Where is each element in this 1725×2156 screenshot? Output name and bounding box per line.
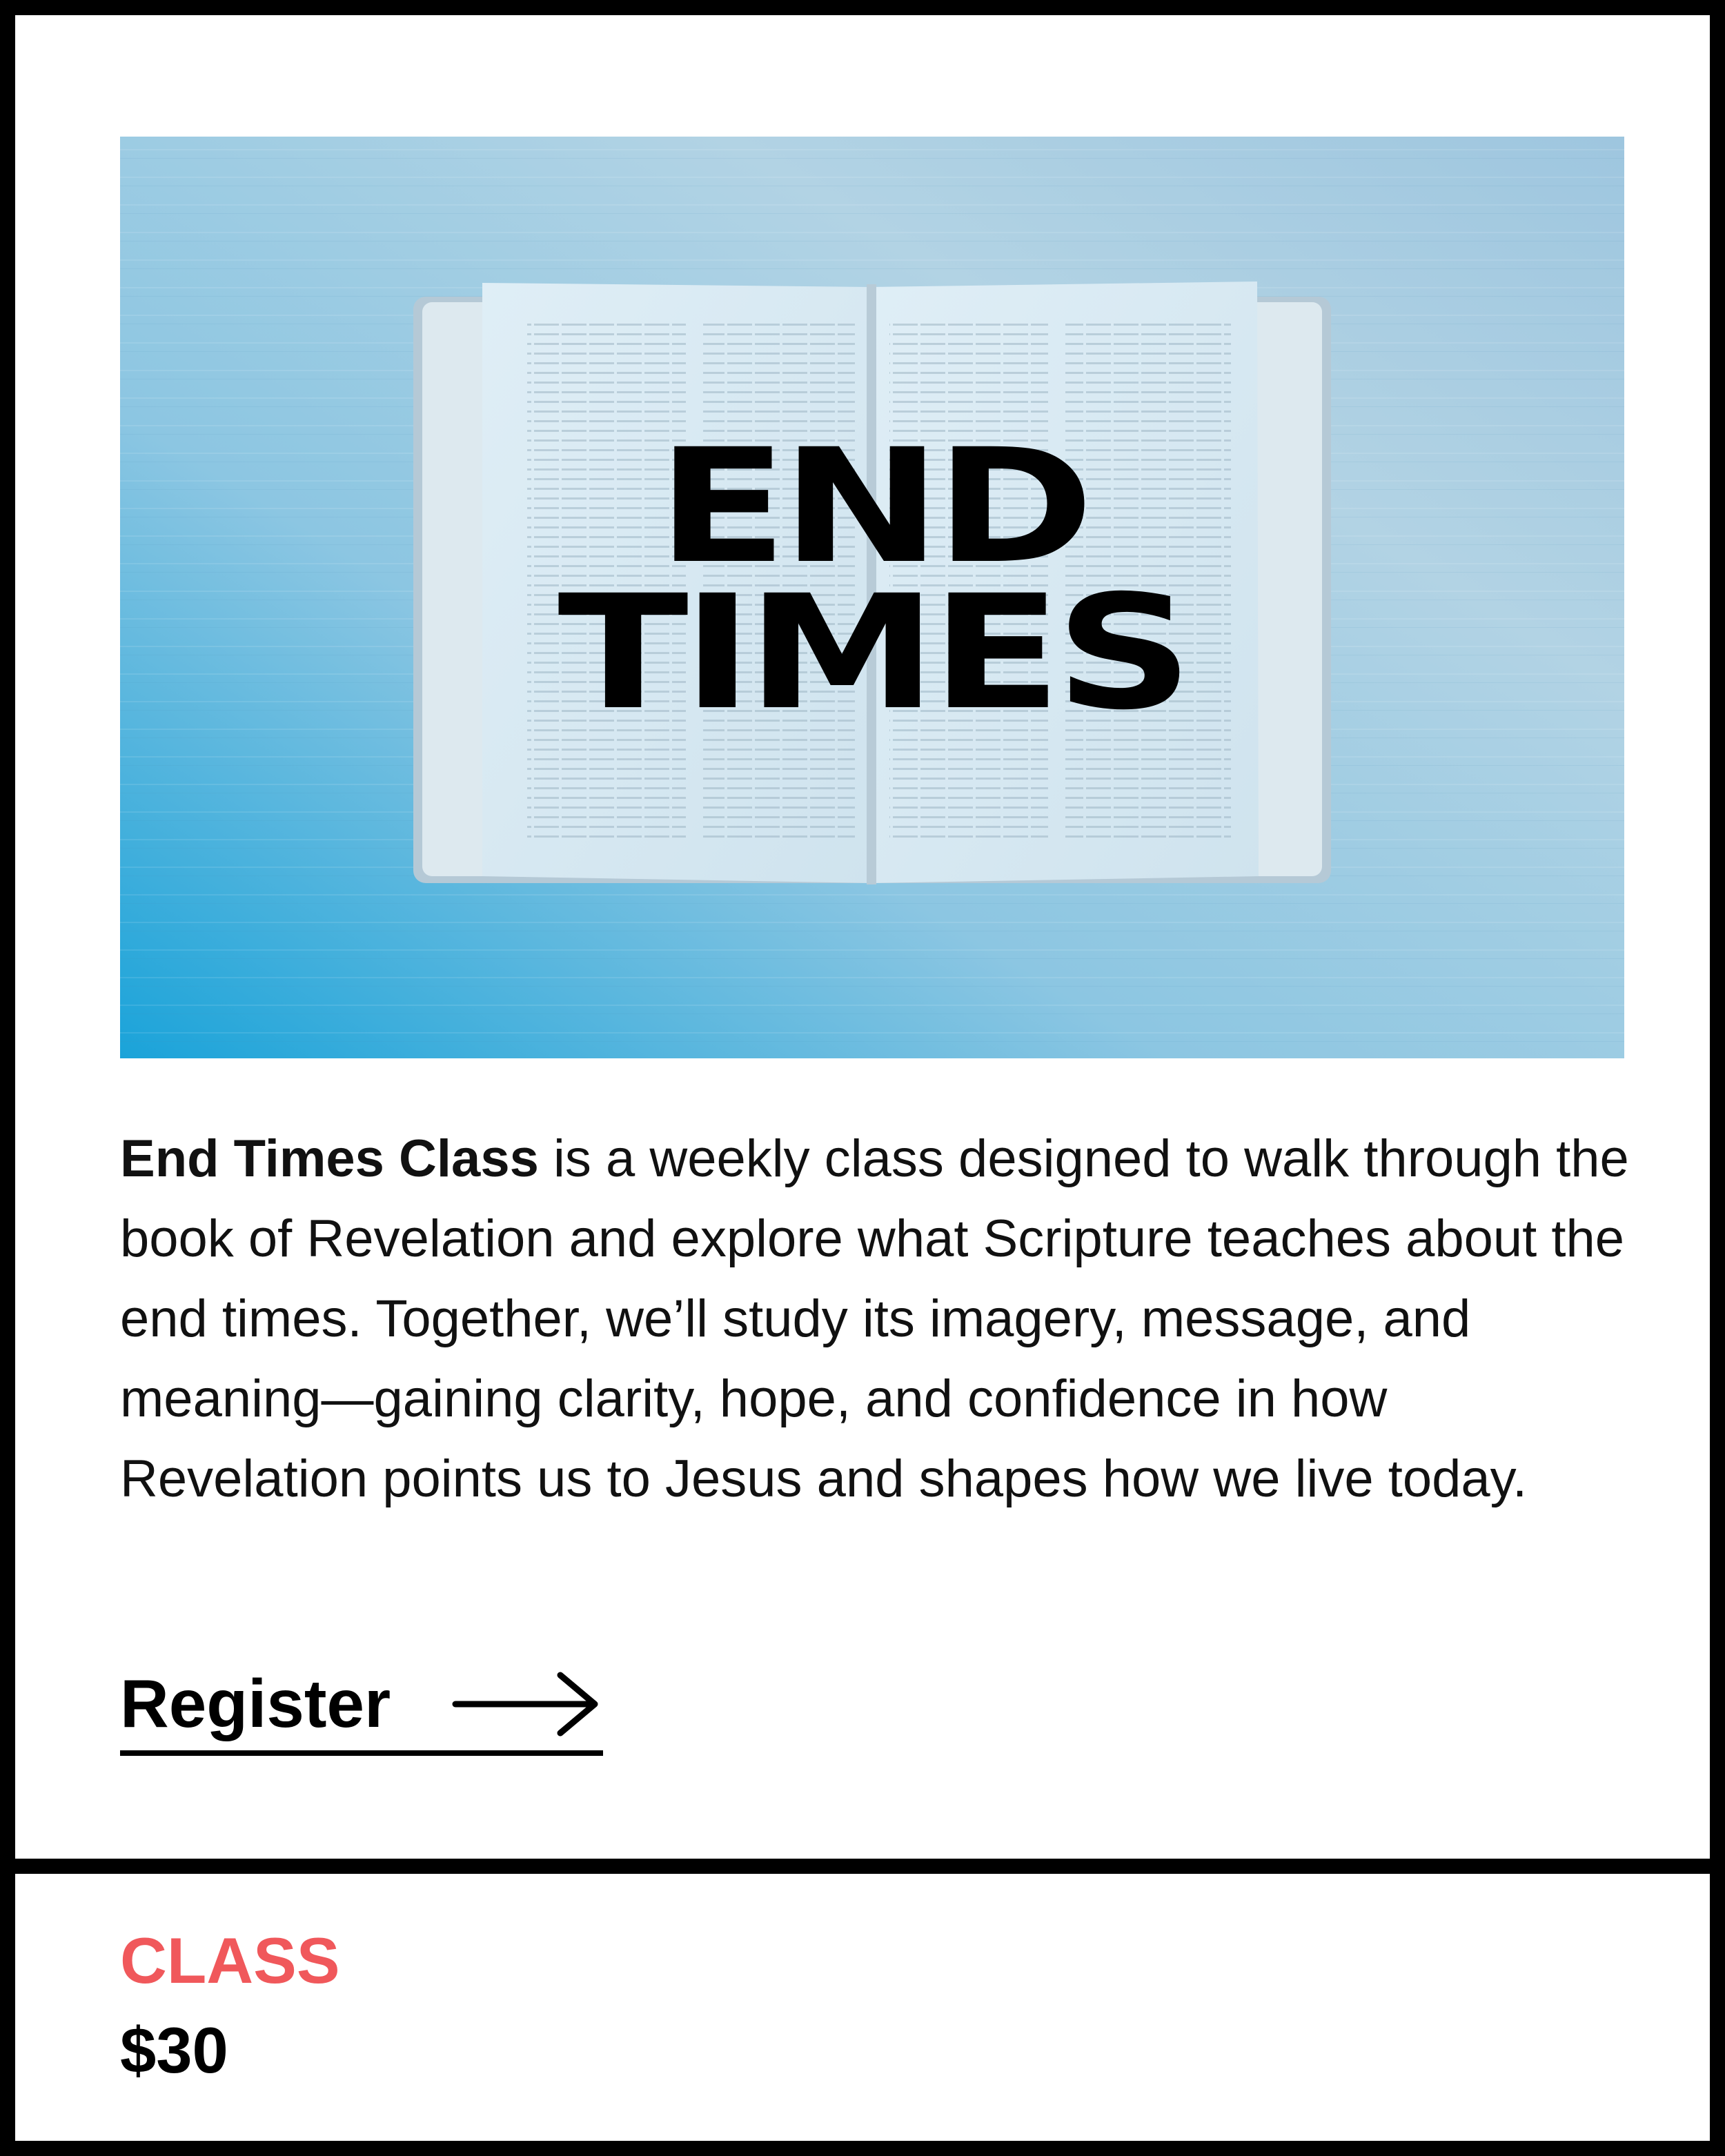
hero-title-line1: END [656,415,1088,598]
class-name: End Times Class [120,1129,539,1188]
register-label: Register [120,1665,391,1741]
class-description [120,1119,1645,1519]
card-divider [15,1859,1710,1874]
register-link[interactable] [120,1657,603,1761]
description-body: is a weekly class designed to walk through the book of Revelation and explore what Scripture teaches about the end times. Together, we’ll study its imagery, message, and meaning—gaining clarity, hope, and confidence in how Revelation points us to Jesus and shapes how we live today. [120,1129,1629,1508]
arrow-right-icon [451,1671,603,1743]
hero-image [120,137,1624,1058]
register-underline [120,1750,603,1756]
event-type-label: CLASS [120,1924,340,1997]
hero-title [120,415,1624,745]
hero-title-line2: TIMES [558,561,1187,745]
event-price: $30 [120,2014,228,2086]
